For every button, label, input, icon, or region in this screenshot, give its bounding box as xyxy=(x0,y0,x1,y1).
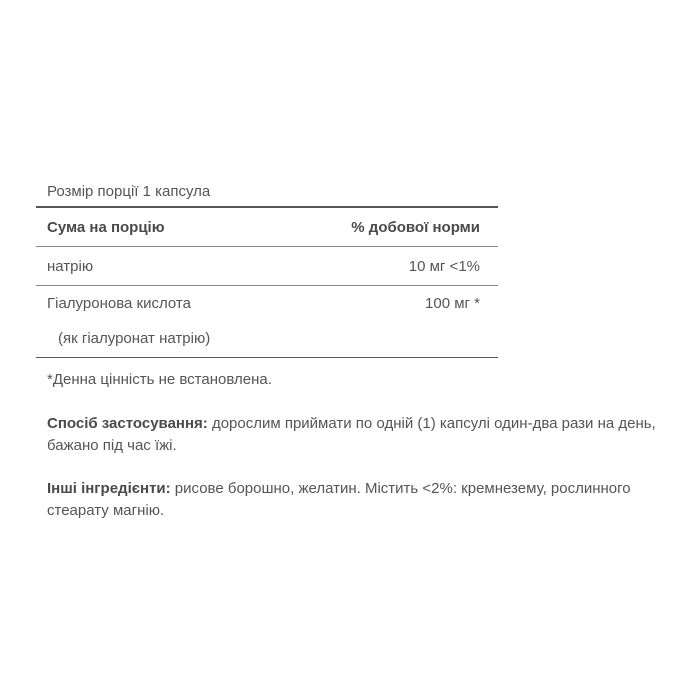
ingredients-text: рисове борошно, желатин. Містить <2%: кремнезему, рослинного стеарату магнію. xyxy=(47,480,631,519)
nutrient-name: Гіалуронова кислота xyxy=(47,294,191,312)
nutrient-value: 10 мг <1% xyxy=(408,257,480,275)
supplement-facts-table xyxy=(36,176,498,390)
table-row xyxy=(36,247,498,286)
footnote: *Денна цінність не встановлена. xyxy=(47,371,272,388)
ingredients-label: Інші інгредієнти: xyxy=(47,480,171,497)
nutrient-subnote: (як гіалуронат натрію) xyxy=(58,330,211,347)
ingredients-paragraph xyxy=(47,478,687,522)
nutrient-subnote-row xyxy=(36,320,498,358)
daily-value-header: % добової норми xyxy=(351,218,480,236)
usage-text: дорослим приймати по одній (1) капсулі один-два рази на день, бажано під час їжі. xyxy=(47,415,656,454)
serving-size: Розмір порції 1 капсула xyxy=(36,176,498,208)
usage-paragraph xyxy=(47,413,687,457)
table-row xyxy=(36,286,498,320)
usage-label: Спосіб застосування: xyxy=(47,415,208,432)
nutrient-name: натрію xyxy=(47,257,94,275)
table-header-row xyxy=(36,208,498,247)
nutrient-value: 100 мг * xyxy=(425,294,480,312)
amount-per-serving-header: Сума на порцію xyxy=(47,218,165,236)
